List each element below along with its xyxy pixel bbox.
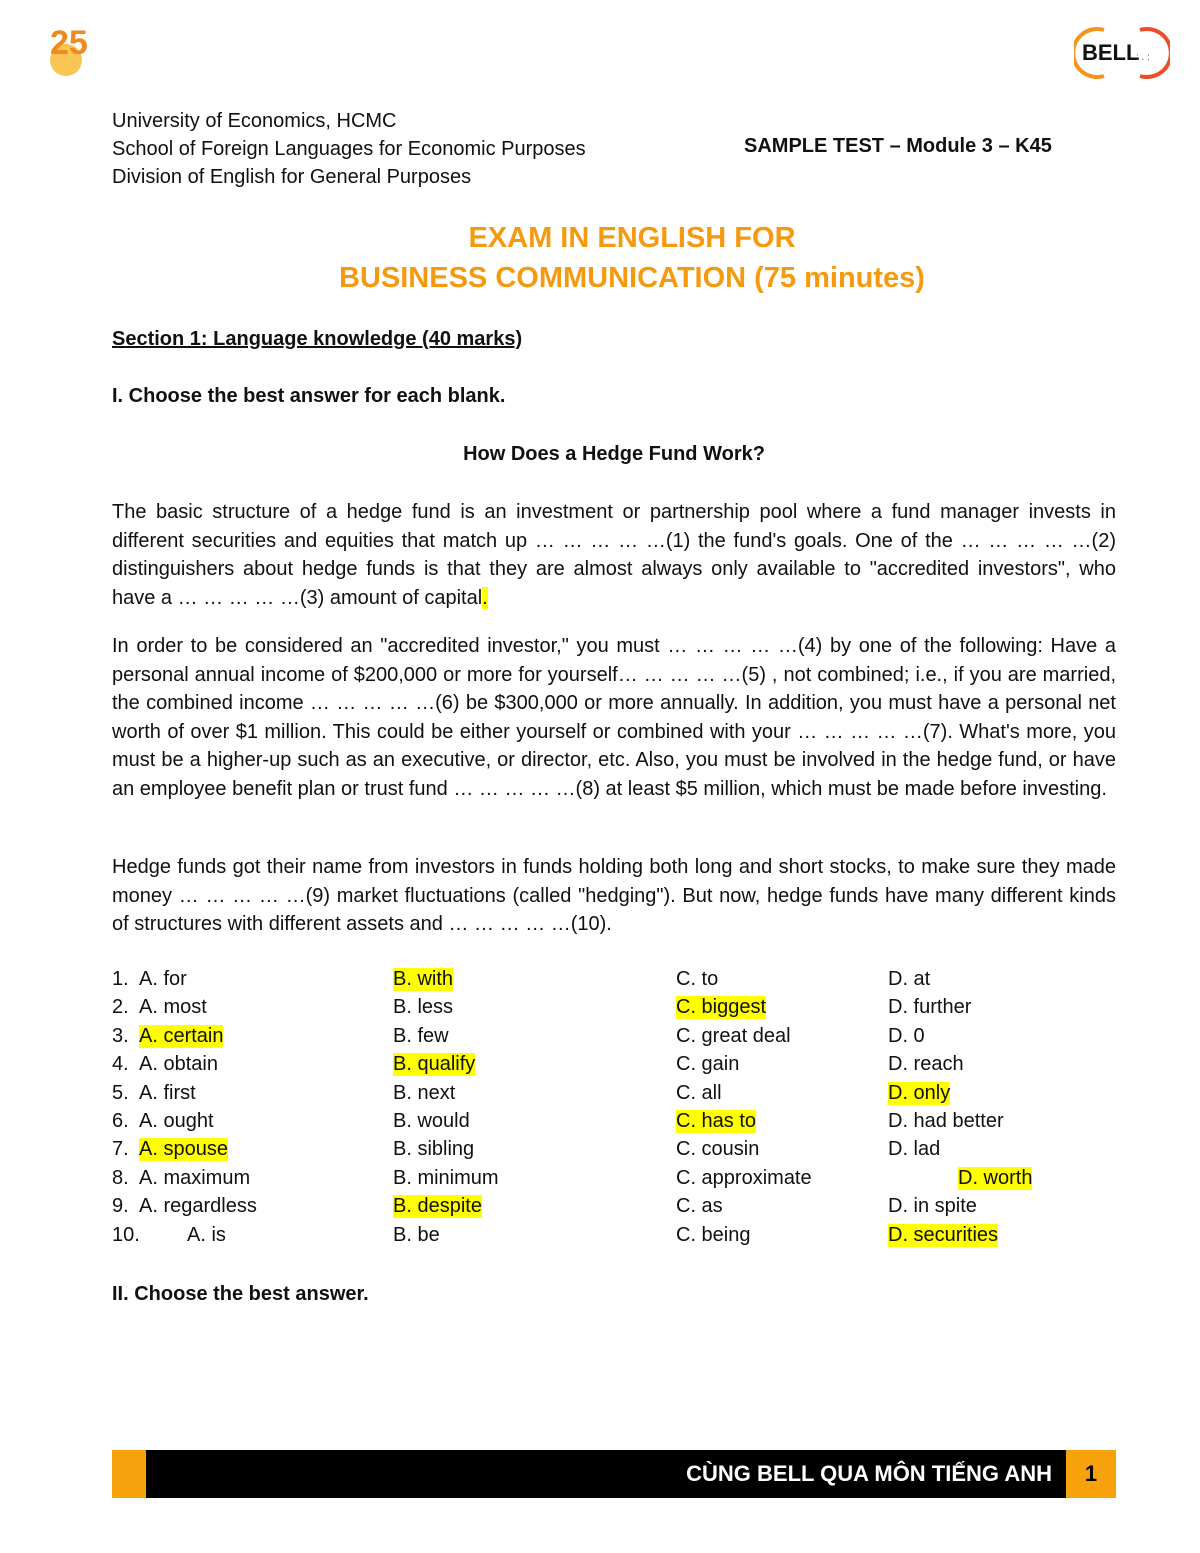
option-c: C. being: [676, 1223, 751, 1246]
option-d: D. further: [888, 996, 972, 1019]
option-a: A. is: [187, 1223, 226, 1246]
option-a: A. regardless: [139, 1195, 257, 1218]
option-c: C. cousin: [676, 1138, 760, 1161]
question-number: 4.: [112, 1053, 129, 1076]
option-c-correct: C. biggest: [676, 996, 767, 1019]
option-c-correct: C. has to: [676, 1110, 757, 1132]
option-b: B. next: [393, 1081, 456, 1104]
option-c: C. as: [676, 1195, 723, 1218]
exam-title-line1: EXAM IN ENGLISH FOR: [468, 222, 796, 254]
option-a: A. maximum: [139, 1166, 251, 1189]
question-number: 9.: [112, 1195, 129, 1218]
footer-accent-left: [112, 1450, 146, 1498]
option-b-correct: B. with: [393, 968, 454, 990]
option-d-correct: D. securities: [888, 1223, 999, 1246]
question-number: 5.: [112, 1081, 129, 1104]
option-d: D. lad: [888, 1138, 941, 1161]
svg-text:BELL: BELL: [1082, 40, 1140, 65]
paragraph-2: In order to be considered an "accredited investor," you must … … … … …(4) by one of the following: Have a personal annual income of $200,000 or more for yourself… … … … …(5) , not combined; i.e., if you are married, the combined income … … … … …(6) be $300,000 or more annually. In addition, you must have a personal net worth of over $1 million. This could be either yourself or combined with your … … … … …(7). What's more, you must be a higher-up such as an executive, or director, etc. Also, you must be involved in the hedge fund, or have an employee benefit plan or trust fund … … … … …(8) at least $5 million, which must be made before investing.: [112, 635, 1116, 800]
svg-text:25: 25: [50, 24, 88, 62]
question-number: 3.: [112, 1024, 129, 1047]
option-b: B. less: [393, 996, 454, 1019]
question-number: 10.: [112, 1223, 140, 1246]
school-name: School of Foreign Languages for Economic Purposes: [112, 138, 586, 160]
option-a-correct: A. certain: [139, 1024, 224, 1047]
division-name: Division of English for General Purposes: [112, 166, 472, 188]
part-2-instruction: II. Choose the best answer.: [112, 1283, 369, 1305]
question-number: 2.: [112, 996, 129, 1019]
option-b: B. minimum: [393, 1166, 499, 1189]
bell-logo: [1074, 26, 1170, 80]
option-c: C. to: [676, 968, 719, 990]
highlighted-period: .: [482, 586, 488, 609]
article-title: How Does a Hedge Fund Work?: [463, 443, 765, 465]
option-d-correct: D. only: [888, 1081, 951, 1104]
section-heading: Section 1: Language knowledge (40 marks): [112, 328, 523, 350]
option-a: A. obtain: [139, 1053, 218, 1076]
university-name: University of Economics, HCMC: [112, 110, 397, 132]
option-d: D. 0: [888, 1024, 925, 1047]
anniversary-25-logo: [44, 18, 96, 80]
footer-bar: [112, 1450, 1116, 1498]
option-c: C. all: [676, 1081, 722, 1104]
option-b: B. would: [393, 1110, 470, 1132]
option-c: C. approximate: [676, 1166, 812, 1189]
question-number: 1.: [112, 968, 129, 990]
option-d: D. reach: [888, 1053, 964, 1076]
option-b: B. be: [393, 1223, 440, 1246]
option-b: B. sibling: [393, 1138, 475, 1161]
exam-title-line2: BUSINESS COMMUNICATION (75 minutes): [339, 262, 925, 294]
option-b: B. few: [393, 1024, 449, 1047]
option-b-correct: B. qualify: [393, 1053, 476, 1076]
option-a: A. most: [139, 996, 207, 1019]
option-a: A. ought: [139, 1110, 214, 1132]
option-d-correct: D. worth: [958, 1166, 1033, 1189]
part-1-instruction: I. Choose the best answer for each blank.: [112, 385, 506, 407]
institution-header: [112, 107, 586, 191]
paragraph-1: [112, 498, 1116, 612]
question-number: 7.: [112, 1138, 129, 1161]
option-c: C. great deal: [676, 1024, 791, 1047]
footer-text: CÙNG BELL QUA MÔN TIẾNG ANH: [686, 1461, 1052, 1486]
paragraph-1-text: The basic structure of a hedge fund is an investment or partnership pool where a fund manager invests in different securities and equities that match up … … … … …(1) the fund's goals. One of the … … … … …(2) distinguishers about hedge funds is that they are almost always only available to "accredited investors", who have a … … … … …(3) amount of capital: [112, 501, 1116, 609]
svg-text:: . :: : . :: [1136, 52, 1150, 63]
page-number: 1: [1066, 1450, 1116, 1498]
test-label: SAMPLE TEST – Module 3 – K45: [744, 135, 1052, 157]
option-c: C. gain: [676, 1053, 740, 1076]
option-b-correct: B. despite: [393, 1195, 482, 1218]
option-a: A. for: [139, 968, 187, 990]
question-number: 6.: [112, 1110, 129, 1132]
option-d: D. in spite: [888, 1195, 977, 1218]
option-a: A. first: [139, 1081, 196, 1104]
option-d: D. at: [888, 968, 931, 990]
option-d: D. had better: [888, 1110, 1004, 1132]
option-a-correct: A. spouse: [139, 1138, 228, 1161]
question-number: 8.: [112, 1166, 129, 1189]
paragraph-3: Hedge funds got their name from investors in funds holding both long and short stocks, to make sure they made money … … … … …(9) market fluctuations (called "hedging"). But now, hedge funds have many different kinds of structures with different assets and … … … … …(10).: [112, 856, 1116, 935]
